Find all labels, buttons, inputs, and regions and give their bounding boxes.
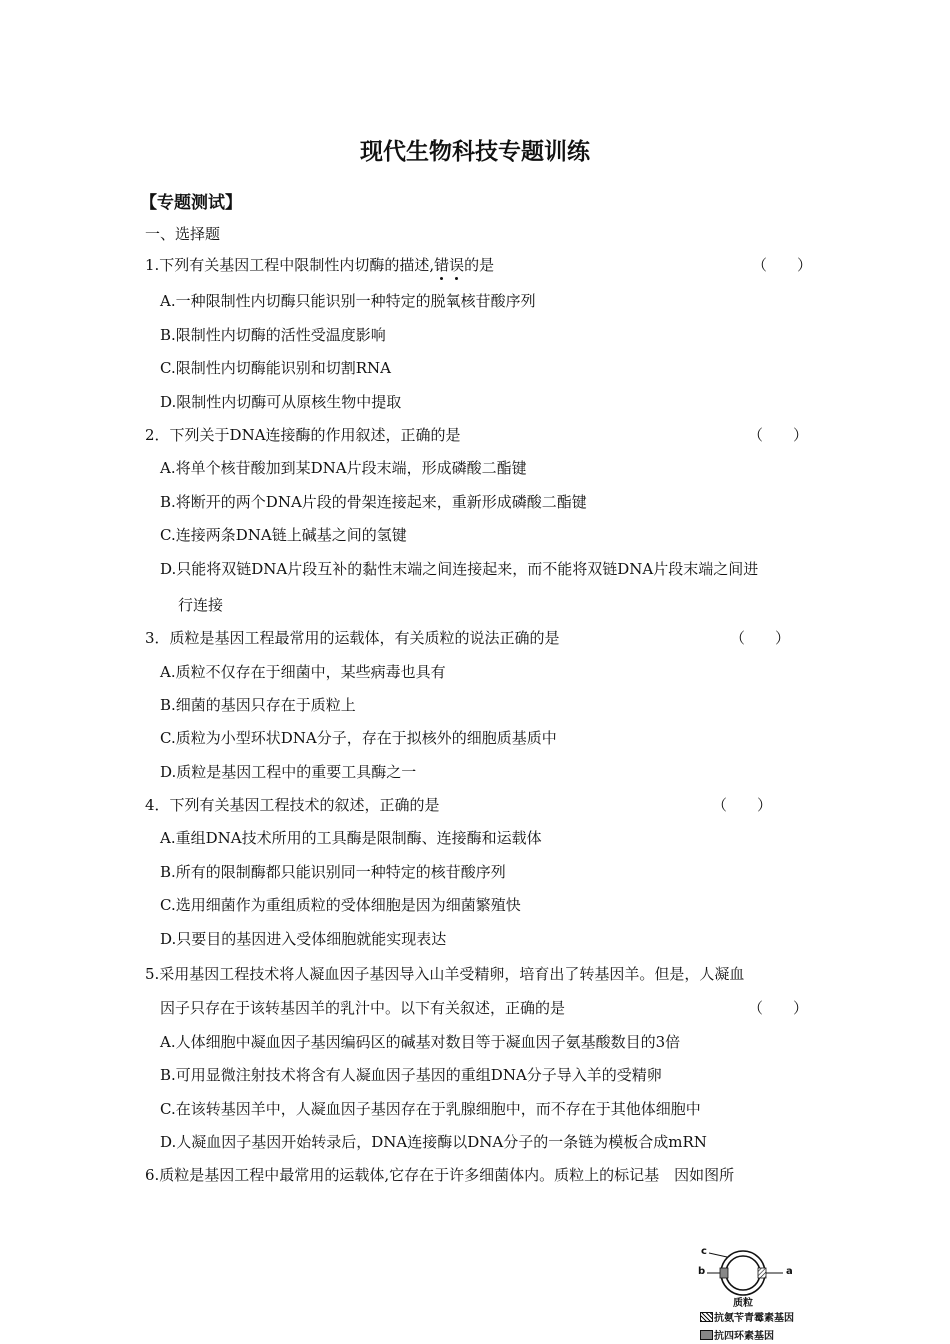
question-1-answer-blank: （ ） <box>752 256 813 274</box>
question-2-stem: 2．下列关于DNA连接酶的作用叙述，正确的是 <box>145 426 461 444</box>
pointer-c <box>709 1253 727 1257</box>
question-4-answer-blank: （ ） <box>712 796 773 814</box>
question-3-option-d: D.质粒是基因工程中的重要工具酶之一 <box>160 763 417 781</box>
question-3-option-c: C.质粒为小型环状DNA分子，存在于拟核外的细胞质基质中 <box>160 729 557 747</box>
question-5-option-a: A.人体细胞中凝血因子基因编码区的碱基对数目等于凝血因子氨基酸数目的3倍 <box>160 1033 681 1051</box>
question-5-option-c: C.在该转基因羊中，人凝血因子基因存在于乳腺细胞中，而不存在于其他体细胞中 <box>160 1100 701 1118</box>
label-c: c <box>701 1246 707 1257</box>
question-4-stem: 4．下列有关基因工程技术的叙述，正确的是 <box>145 796 440 814</box>
legend-ampicillin: 抗氨苄青霉素基因 <box>714 1313 794 1324</box>
question-2-option-d: D.只能将双链DNA片段互补的黏性末端之间连接起来，而不能将双链DNA片段末端之间进 <box>160 560 759 578</box>
question-5-option-d: D.人凝血因子基因开始转录后，DNA连接酶以DNA分子的一条链为模板合成mRN <box>160 1133 707 1151</box>
ampicillin-gene-segment <box>758 1268 766 1278</box>
question-4-option-a: A.重组DNA技术所用的工具酶是限制酶、连接酶和运载体 <box>160 829 542 847</box>
question-4-option-d: D.只要目的基因进入受体细胞就能实现表达 <box>160 930 447 948</box>
question-2-option-c: C.连接两条DNA链上碱基之间的氢键 <box>160 526 407 544</box>
legend-gray-swatch <box>700 1330 713 1340</box>
emphasis-char-2: 误 <box>449 256 465 274</box>
question-1-stem-part-b: 的是 <box>464 256 495 274</box>
question-1-option-c: C.限制性内切酶能识别和切割RNA <box>160 359 391 377</box>
part-heading: 一、选择题 <box>145 225 221 243</box>
label-a: a <box>786 1266 793 1277</box>
question-5-option-b: B.可用显微注射技术将含有人凝血因子基因的重组DNA分子导入羊的受精卵 <box>160 1066 662 1084</box>
legend-hatched-swatch <box>700 1312 713 1322</box>
question-5-answer-blank: （ ） <box>748 999 809 1017</box>
question-1-option-d: D.限制性内切酶可从原核生物中提取 <box>160 393 402 411</box>
tetracycline-gene-segment <box>720 1268 728 1278</box>
plasmid-diagram <box>697 1243 817 1309</box>
question-1-stem <box>145 255 494 275</box>
question-2-answer-blank: （ ） <box>748 426 809 444</box>
question-3-answer-blank: （ ） <box>730 629 791 647</box>
plasmid-caption: 质粒 <box>733 1298 753 1309</box>
label-b: b <box>698 1266 706 1277</box>
question-2-option-b: B.将断开的两个DNA片段的骨架连接起来，重新形成磷酸二酯键 <box>160 493 587 511</box>
emphasis-char-1: 错 <box>434 256 450 274</box>
question-5-stem: 5.采用基因工程技术将人凝血因子基因导入山羊受精卵，培育出了转基因羊。但是，人凝血 <box>145 965 745 983</box>
section-title: 【专题测试】 <box>140 193 242 213</box>
plasmid-figure <box>697 1243 817 1344</box>
question-5-stem-continued: 因子只存在于该转基因羊的乳汁中。以下有关叙述，正确的是 <box>160 999 566 1017</box>
legend-tetracycline: 抗四环素基因 <box>714 1331 774 1342</box>
question-3-stem: 3．质粒是基因工程最常用的运载体，有关质粒的说法正确的是 <box>145 629 560 647</box>
question-4-option-b: B.所有的限制酶都只能识别同一种特定的核苷酸序列 <box>160 863 506 881</box>
question-3-option-a: A.质粒不仅存在于细菌中，某些病毒也具有 <box>160 663 446 681</box>
question-2-option-d-continued: 行连接 <box>178 596 224 614</box>
page-title: 现代生物科技专题训练 <box>360 139 590 165</box>
question-4-option-c: C.选用细菌作为重组质粒的受体细胞是因为细菌繁殖快 <box>160 896 521 914</box>
question-1-option-b: B.限制性内切酶的活性受温度影响 <box>160 326 386 344</box>
question-1-stem-part-a: 1.下列有关基因工程中限制性内切酶的描述, <box>145 256 435 274</box>
question-3-option-b: B.细菌的基因只存在于质粒上 <box>160 696 356 714</box>
question-6-stem: 6.质粒是基因工程中最常用的运载体,它存在于许多细菌体内。质粒上的标记基 因如图所 <box>145 1166 735 1184</box>
question-2-option-a: A.将单个核苷酸加到某DNA片段末端，形成磷酸二酯键 <box>160 459 527 477</box>
question-1-option-a: A.一种限制性内切酶只能识别一种特定的脱氧核苷酸序列 <box>160 292 536 310</box>
plasmid-inner-ring <box>726 1256 760 1290</box>
